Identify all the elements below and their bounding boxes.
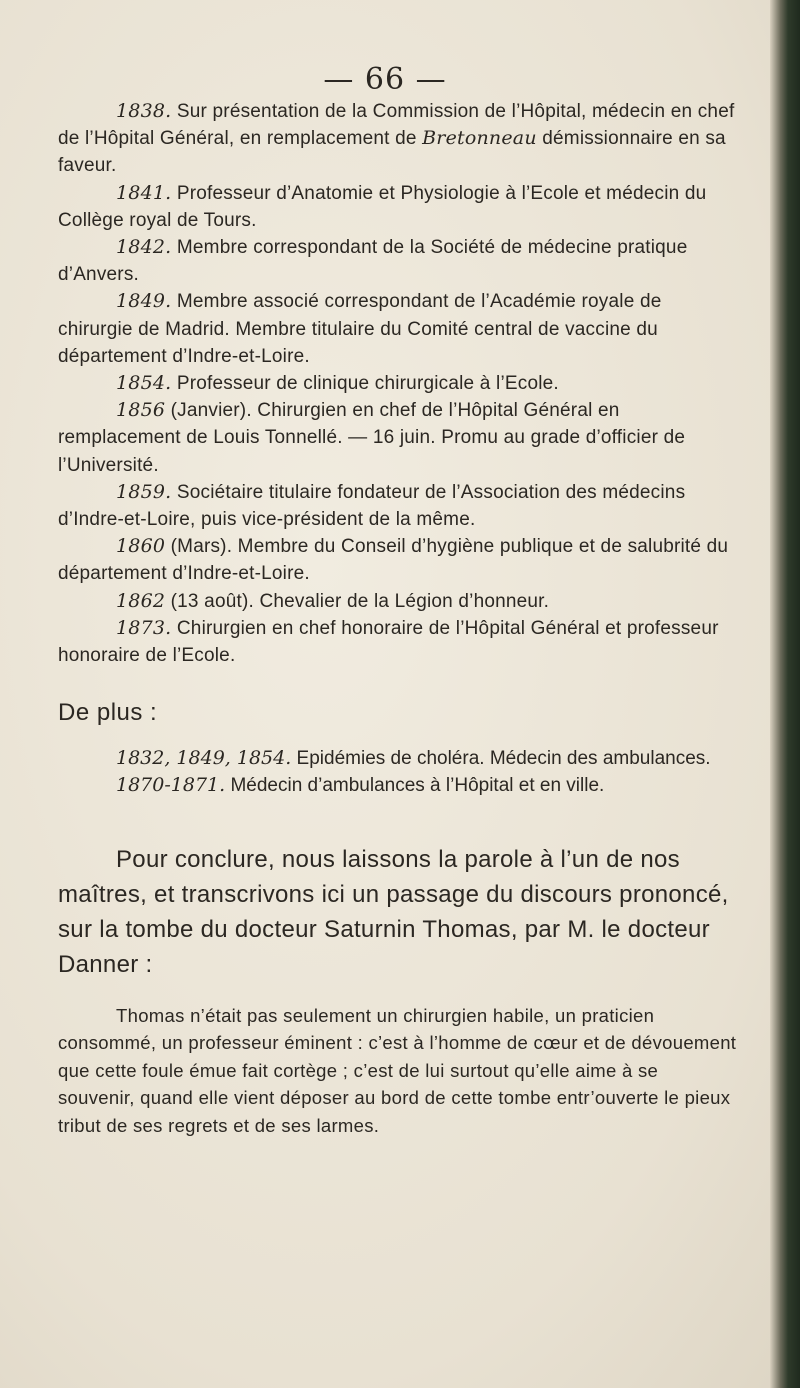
entry-year: 1849. — [116, 290, 172, 313]
career-entry — [58, 288, 738, 370]
entry-year: 1854. — [116, 372, 172, 395]
de-plus-year: 1870-1871. — [116, 774, 226, 797]
de-plus-item — [58, 772, 738, 799]
entry-text: Chirurgien en chef honoraire de l’Hôpital Général et professeur honoraire de l’Ecole. — [58, 617, 719, 667]
de-plus-year: 1832, 1849, 1854. — [116, 747, 292, 770]
de-plus-heading — [58, 699, 738, 727]
entry-year: 1862 — [116, 589, 166, 612]
entry-year: 1859. — [116, 480, 172, 503]
career-entries — [58, 98, 738, 669]
career-entry — [58, 588, 738, 615]
entry-name: Bretonneau — [422, 127, 537, 150]
quote-paragraph: Thomas n’était pas seulement un chirurgien habile, un praticien consommé, un professeur éminent : c’est à l’homme de cœur et de dévouement que cette foule émue fait cortège ; c’est de lui surtout qu’elle aime à se souvenir, quand elle vient déposer au bord de cette tombe entr’ouverte le pieux tribut de ses regrets et de ses larmes. — [58, 1004, 737, 1136]
career-entry — [58, 397, 738, 479]
career-entry — [58, 370, 738, 397]
entry-text: Professeur de clinique chirurgicale à l’Ecole. — [171, 373, 559, 395]
entry-text: Professeur d’Anatomie et Physiologie à l’Ecole et médecin du Collège royal de Tours. — [58, 182, 707, 231]
entry-year: 1838. — [116, 100, 172, 122]
de-plus-list — [58, 745, 738, 799]
entry-year: 1873. — [116, 616, 172, 639]
de-plus-text: Médecin d’ambulances à l’Hôpital et en ville. — [225, 775, 605, 797]
career-entry — [58, 180, 738, 234]
book-edge — [770, 0, 800, 1388]
career-entry — [58, 98, 738, 180]
conclusion-paragraph: Pour conclure, nous laissons la parole à l’un de nos maîtres, et transcrivons ici un passage du discours prononcé, sur la tombe du docteur Saturnin Thomas, par M. le docteur Danner : — [58, 845, 729, 978]
entry-year: 1856 — [116, 399, 166, 422]
entry-text: Sur présentation de la Commission de l’Hôpital, médecin en chef de l’Hôpital Général, en remplacement de — [58, 101, 735, 150]
entry-year: 1842. — [116, 236, 172, 259]
de-plus-text: Epidémies de choléra. Médecin des ambulances. — [291, 748, 711, 770]
entry-year: 1860 — [116, 535, 166, 558]
entry-text: (Mars). Membre du Conseil d’hygiène publique et de salubrité du département d’Indre-et-Loire. — [58, 536, 729, 585]
entry-text: (Janvier). Chirurgien en chef de l’Hôpital Général en remplacement de Louis Tonnellé. — 16 juin. Promu au grade d’officier de l’Université. — [58, 400, 686, 476]
career-entry — [58, 533, 738, 587]
entry-text: Sociétaire titulaire fondateur de l’Association des médecins d’Indre-et-Loire, puis vice-président de la même. — [58, 481, 686, 531]
entry-text-after: démissionnaire en sa faveur. — [58, 128, 726, 177]
de-plus-heading-text: De plus : — [58, 699, 158, 727]
page-number: — 66 — — [323, 62, 447, 97]
career-entry — [58, 234, 738, 288]
de-plus-item — [58, 745, 738, 772]
entry-text: Membre correspondant de la Société de médecine pratique d’Anvers. — [58, 237, 688, 286]
career-entry — [58, 479, 738, 533]
entry-text: (13 août). Chevalier de la Légion d’honneur. — [165, 590, 550, 612]
page-body — [58, 98, 738, 1139]
entry-text: Membre associé correspondant de l’Académie royale de chirurgie de Madrid. Membre titulaire du Comité central de vaccine du département d’Indre-et-Loire. — [58, 291, 662, 367]
career-entry — [58, 615, 738, 669]
entry-year: 1841. — [116, 181, 172, 204]
